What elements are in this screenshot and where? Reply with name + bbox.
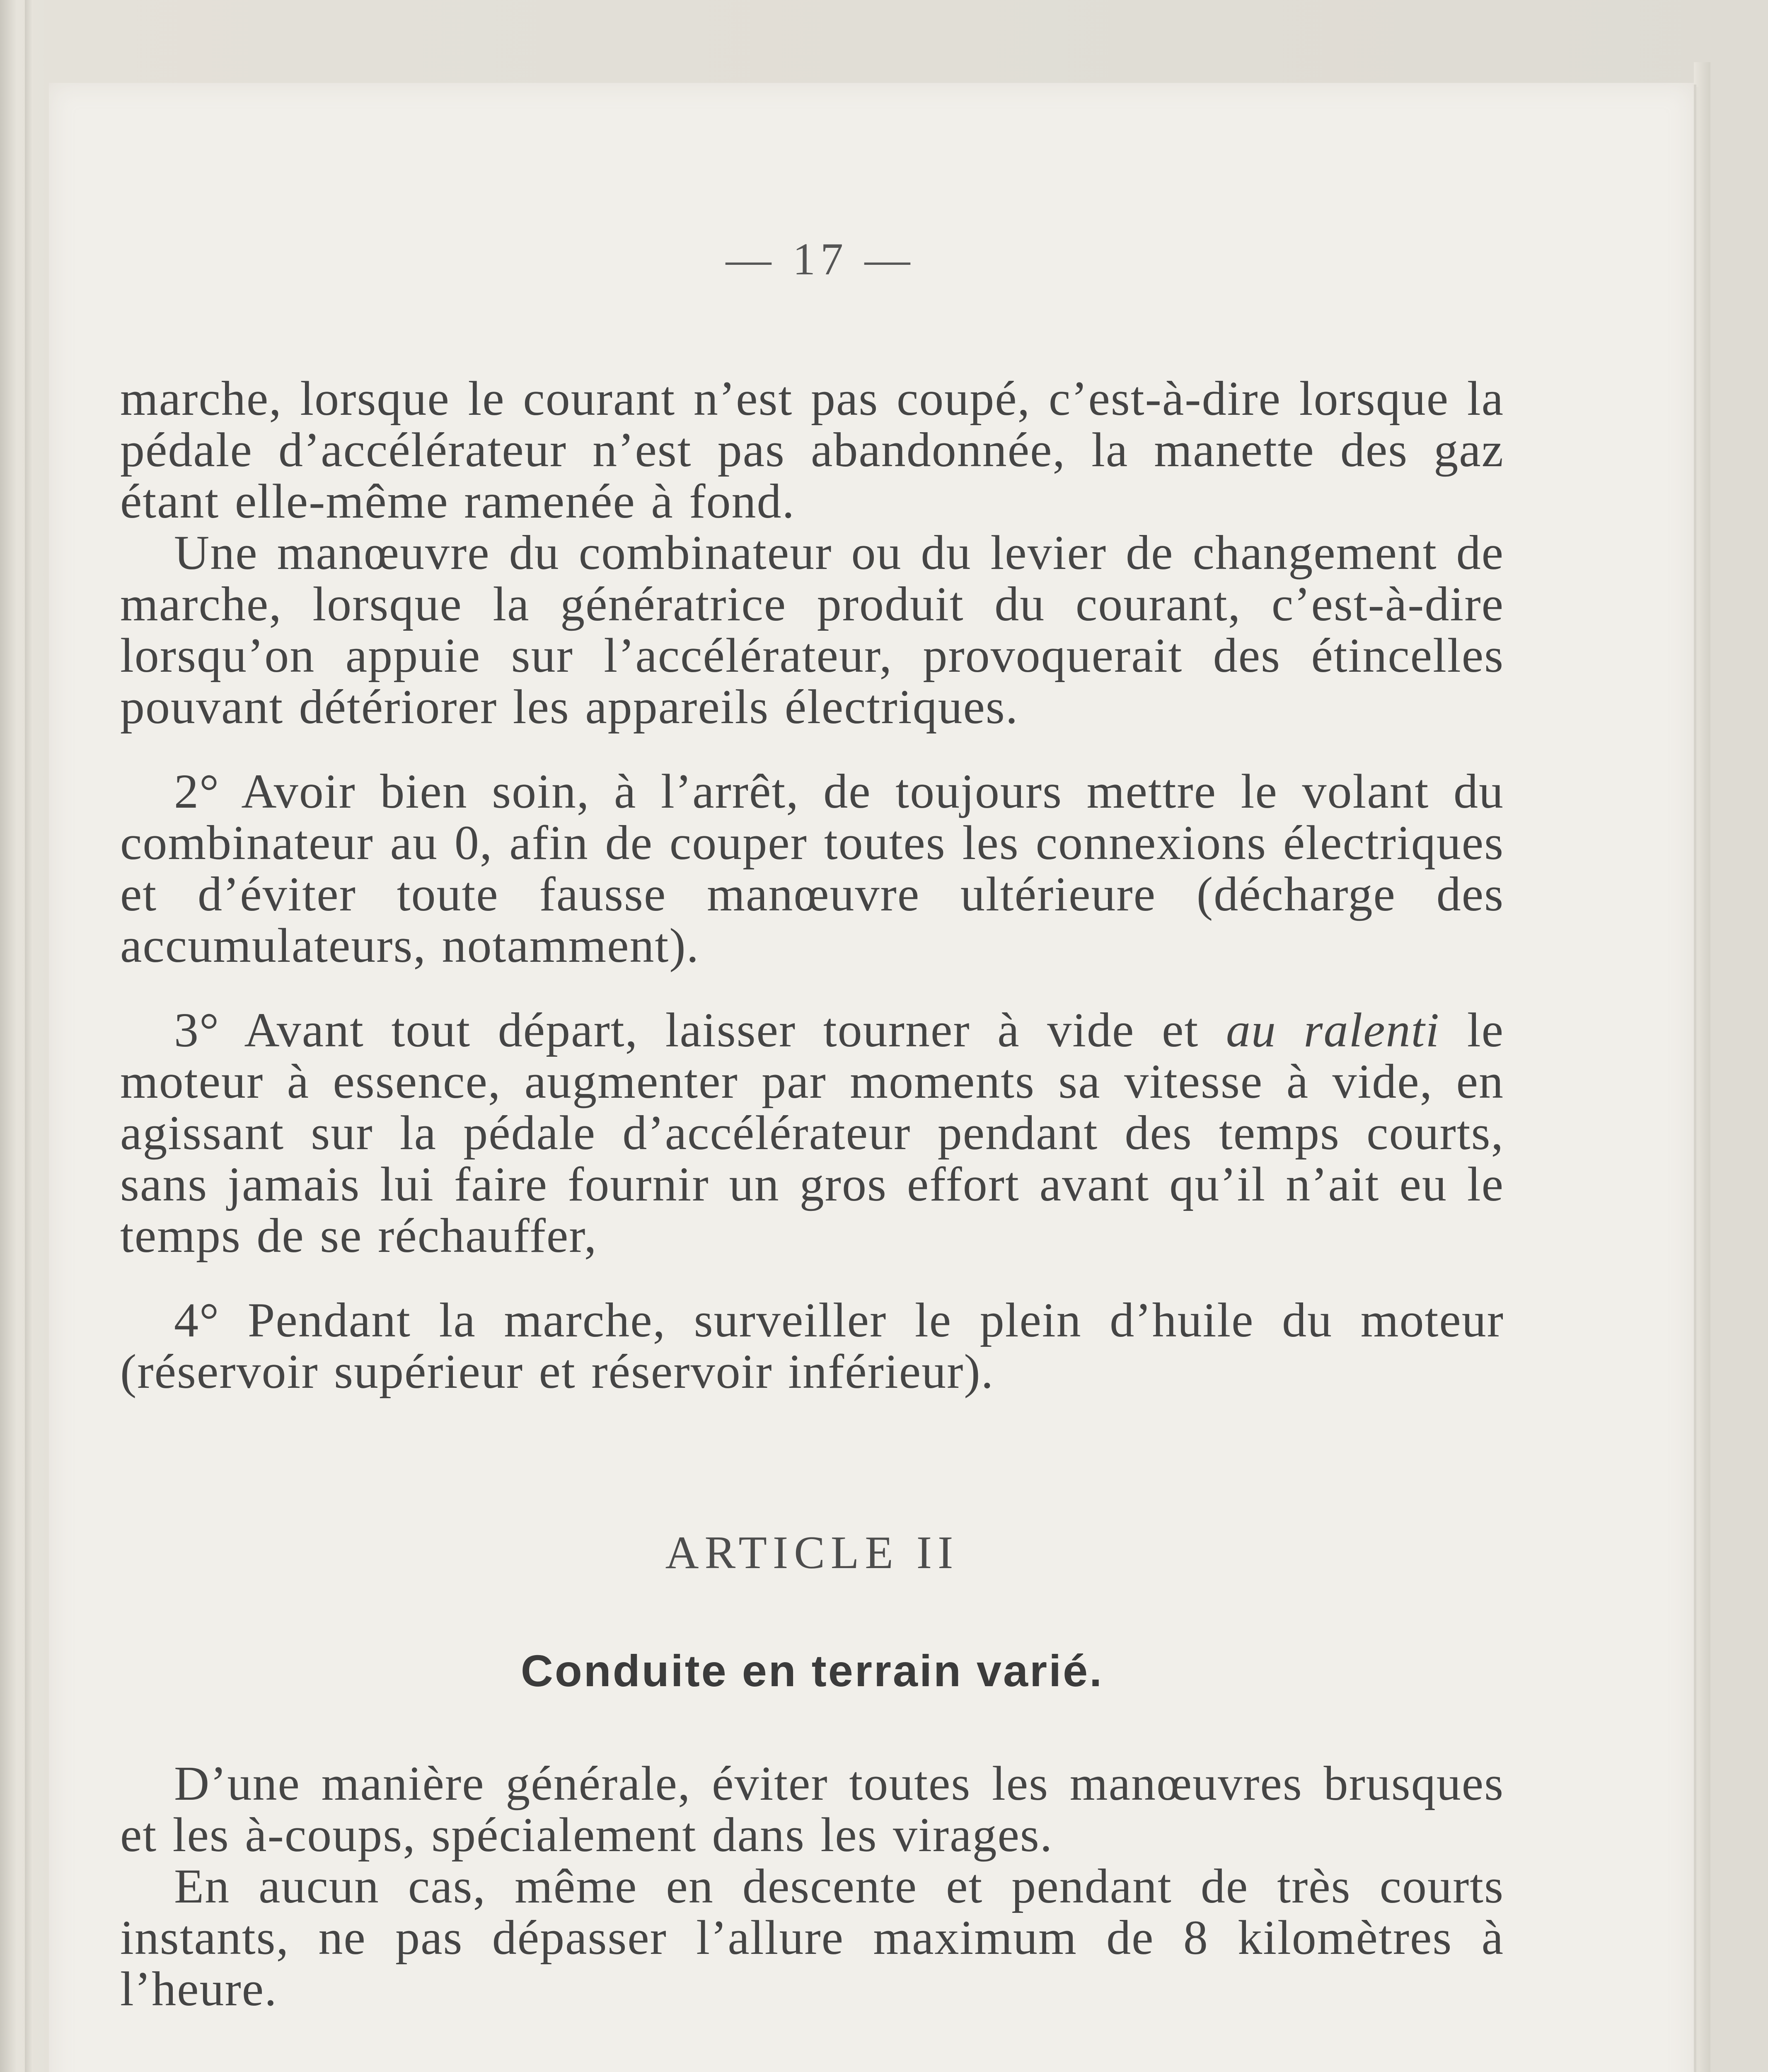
instruction-3-text-a: 3° Avant tout départ, laisser tourner à vide et — [174, 1003, 1226, 1057]
terrain-paragraph-1: D’une manière générale, éviter toutes les manœuvres brusques et les à-coups, spécialement dans les virages. — [120, 1756, 1504, 1862]
page-stack-edge — [1694, 62, 1710, 2072]
instruction-3-emphasis: au ralenti — [1226, 1003, 1440, 1057]
intro-paragraph-1: marche, lorsque le courant n’est pas coupé, c’est-à-dire lorsque la pédale d’accélérateur n’est pas abandonnée, la manette des gaz étant elle-même ramenée à fond. — [120, 371, 1504, 528]
instruction-2: 2° Avoir bien soin, à l’arrêt, de toujours mettre le volant du combinateur au 0, afin de couper toutes les connexions électriques et d’éviter toute fausse manœuvre ultérieure (décharge des accumulateurs, notamment). — [120, 764, 1504, 973]
instruction-4: 4° Pendant la marche, surveiller le plein d’huile du moteur (réservoir supérieur et réservoir inférieur). — [120, 1293, 1504, 1399]
page-content — [120, 232, 1504, 2072]
article-title: ARTICLE II — [665, 1527, 959, 1578]
terrain-paragraph-2: En aucun cas, même en descente et pendant de très courts instants, ne pas dépasser l’allure maximum de 8 kilomètres à l’heure. — [120, 1859, 1504, 2016]
section-heading-terrain: Conduite en terrain varié. — [520, 1646, 1104, 1696]
intro-paragraph-2: Une manœuvre du combinateur ou du levier de changement de marche, lorsque la génératrice produit du courant, c’est-à-dire lorsqu’on appuie sur l’accélérateur, provoquerait des étincelles pouvant détériorer les appareils électriques. — [120, 525, 1504, 734]
binding-edge — [25, 0, 33, 2072]
instruction-3-text-b: le moteur à essence, augmenter par moments sa vitesse à vide, en agissant sur la pédale d’accélérateur pendant des temps courts, sans jamais lui faire fournir un gros effort avant qu’il n’ait eu le temps de se réchauffer, — [120, 1003, 1504, 1263]
page-number: — 17 — — [726, 234, 915, 284]
instruction-3 — [120, 1005, 1504, 1261]
